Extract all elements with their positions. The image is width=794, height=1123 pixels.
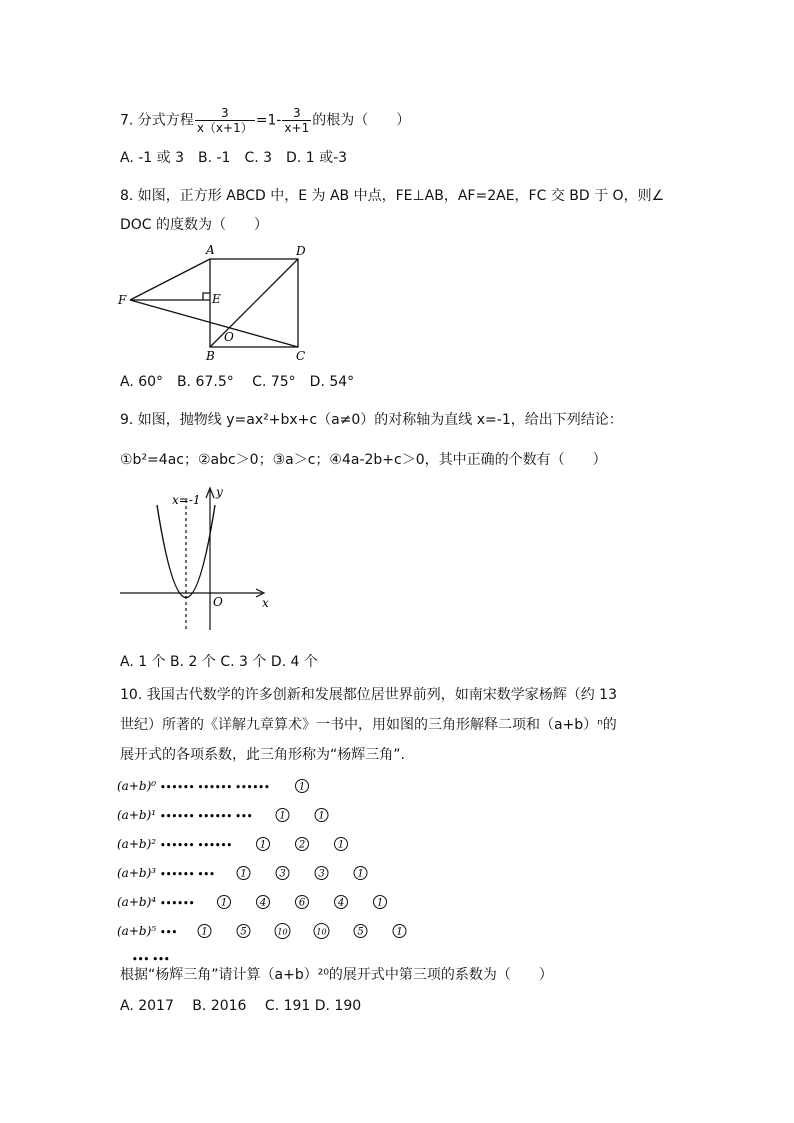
- q10-line3: 展开式的各项系数，此三角形称为“杨辉三角”.: [120, 747, 405, 763]
- tail-dots: ••• •••: [132, 955, 170, 965]
- q7-frac2-den: x+1: [284, 121, 310, 135]
- coefficient-value: 10: [277, 927, 288, 937]
- q9-line2: ①b²=4ac；②abc＞0；③a＞c；④4a-2b+c＞0，其中正确的个数有（ ）: [120, 452, 607, 468]
- row-dots: •••••• •••••• ••••••: [160, 783, 270, 793]
- q7-frac1-den: x（x+1）: [196, 121, 253, 135]
- coefficient-value: 1: [279, 810, 286, 822]
- q8-line2: DOC 的度数为（ ）: [120, 217, 269, 233]
- coefficient-value: 3: [279, 868, 286, 880]
- label-f: F: [118, 293, 127, 307]
- yanghui-triangle: [112, 770, 403, 965]
- triangle-row: [117, 895, 387, 909]
- coefficient-value: 1: [396, 926, 403, 938]
- coefficient-value: 5: [240, 926, 247, 938]
- q8-line1: 8. 如图，正方形 ABCD 中，E 为 AB 中点，FE⊥AB，AF=2AE，FC 交 BD 于 O，则∠: [120, 188, 665, 204]
- coefficient-value: 1: [337, 839, 345, 851]
- q8-options: A. 60° B. 67.5° C. 75° D. 54°: [120, 374, 355, 390]
- x-label: x: [262, 596, 269, 610]
- row-dots: •••••• ••••••: [160, 841, 233, 851]
- coefficient-value: 4: [337, 897, 345, 909]
- label-a: A: [206, 243, 215, 257]
- row-dots: •••••• •••••• •••: [160, 812, 253, 822]
- coefficient-value: 1: [298, 781, 306, 793]
- coefficient-value: 2: [298, 839, 306, 851]
- origin-label: O: [213, 595, 223, 609]
- coefficient-value: 3: [318, 868, 325, 880]
- q8-square-figure: [112, 240, 312, 365]
- q7-mid: =1-: [255, 112, 282, 129]
- q7-frac2-num: 3: [282, 106, 311, 121]
- coefficient-value: 6: [298, 897, 306, 909]
- row-dots: •••: [160, 928, 178, 938]
- right-angle-mark: [203, 293, 210, 300]
- label-d: D: [296, 244, 306, 258]
- coefficient-value: 1: [318, 810, 325, 822]
- q7-suffix: 的根为（ ）: [312, 112, 411, 129]
- coefficient-value: 5: [357, 926, 364, 938]
- q9-options: A. 1 个 B. 2 个 C. 3 个 D. 4 个: [120, 654, 318, 670]
- coefficient-value: 1: [376, 897, 384, 909]
- q7-fraction-1: [195, 106, 255, 135]
- triangle-row: [117, 779, 309, 793]
- q7-fraction-2: [282, 106, 311, 135]
- coefficient-value: 1: [220, 897, 228, 909]
- q9-parabola-figure: [112, 480, 282, 640]
- label-b: B: [206, 349, 215, 363]
- q9-line1: 9. 如图，抛物线 y=ax²+bx+c（a≠0）的对称轴为直线 x=-1，给出下列结论：: [120, 412, 623, 428]
- q10-options: A. 2017 B. 2016 C. 191 D. 190: [120, 998, 362, 1014]
- coefficient-value: 10: [316, 927, 327, 937]
- q10-question: 根据“杨辉三角”请计算（a+b）²⁰的展开式中第三项的系数为（ ）: [120, 967, 553, 983]
- row-label: (a+b)⁵: [117, 924, 157, 938]
- q10-line1: 10. 我国古代数学的许多创新和发展都位居世界前列，如南宋数学家杨辉（约 13: [120, 687, 617, 703]
- label-o: O: [224, 330, 234, 344]
- coefficient-value: 4: [259, 897, 267, 909]
- q7-options: A. -1 或 3 B. -1 C. 3 D. 1 或-3: [120, 150, 348, 166]
- row-label: (a+b)²: [117, 837, 157, 851]
- row-dots: ••••••: [160, 899, 195, 909]
- q7-prefix: 7. 分式方程: [120, 112, 194, 129]
- triangle-row: [117, 924, 406, 939]
- label-e: E: [212, 292, 221, 306]
- segment-fa: [130, 259, 210, 300]
- row-label: (a+b)¹: [117, 808, 157, 822]
- row-label: (a+b)⁰: [117, 779, 157, 793]
- triangle-row: [117, 866, 367, 880]
- coefficient-value: 1: [201, 926, 208, 938]
- row-label: (a+b)⁴: [117, 895, 157, 909]
- coefficient-value: 1: [259, 839, 267, 851]
- triangle-row: [117, 808, 328, 822]
- q10-line2: 世纪）所著的《详解九章算术》一书中，用如图的三角形解释二项和（a+b）ⁿ的: [120, 717, 617, 733]
- q7-stem: [120, 106, 410, 135]
- axis-label: x=-1: [172, 493, 201, 507]
- segment-fc: [130, 300, 298, 347]
- label-c: C: [296, 349, 306, 363]
- coefficient-value: 1: [240, 868, 247, 880]
- q7-frac1-num: 3: [195, 106, 255, 121]
- row-dots: •••••• •••: [160, 870, 215, 880]
- row-label: (a+b)³: [117, 866, 157, 880]
- triangle-row: [117, 837, 348, 851]
- coefficient-value: 1: [357, 868, 364, 880]
- y-label: y: [216, 485, 223, 499]
